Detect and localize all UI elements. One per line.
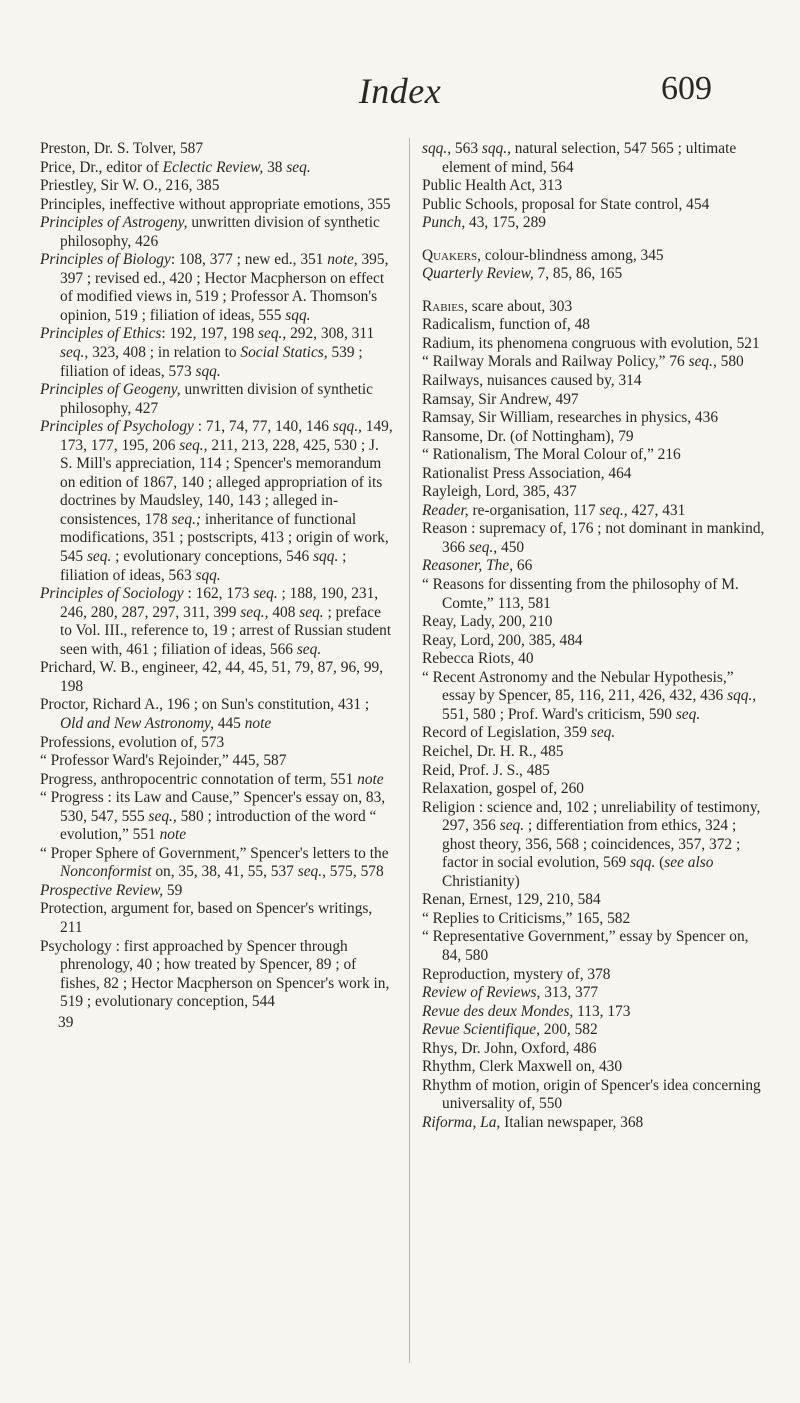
- index-entry: [422, 780, 768, 799]
- index-entry: [422, 353, 768, 372]
- index-entry: [40, 938, 394, 1012]
- index-entry: [40, 214, 394, 251]
- entry-text: “ Progress : its Law and Cause,” Spencer's essay on, 83, 530, 547, 555: [40, 789, 386, 825]
- index-entry: [422, 335, 768, 354]
- entry-text: 395, 397 ; revised ed., 420 ; Hector Macpherson on effect of modified views in, 519 ; Professor A. Thomson's opinion, 519 ; filiation of ideas, 555: [60, 251, 389, 324]
- entry-text: 66: [513, 557, 533, 575]
- italic-text: sqq.: [313, 548, 339, 566]
- index-entry: [422, 891, 768, 910]
- index-entry: [422, 1058, 768, 1077]
- column-divider: [409, 138, 410, 1363]
- index-entry: [422, 446, 768, 465]
- entry-text: ; 188, 190, 231, 246, 280, 287, 297, 311, 399: [60, 585, 379, 621]
- italic-text: seq.: [499, 817, 525, 835]
- entry-text: 575, 578: [325, 863, 384, 881]
- entry-text: Rhythm, Clerk Maxwell on, 430: [422, 1058, 623, 1076]
- smallcaps-heading: Quakers,: [422, 246, 481, 264]
- entry-text: : 192, 197, 198: [161, 325, 259, 343]
- italic-text: seq.;: [171, 510, 202, 528]
- italic-text: seq.: [86, 548, 112, 566]
- italic-text: see also: [664, 854, 714, 872]
- entry-text: 551, 580 ; Prof. Ward's criticism, 590: [442, 705, 676, 723]
- index-entry: [422, 465, 768, 484]
- entry-text: “ Representative Government,” essay by Spencer on, 84, 580: [422, 928, 749, 964]
- index-entry: [422, 1077, 768, 1114]
- index-entry: [422, 1040, 768, 1059]
- index-entry: [422, 316, 768, 335]
- italic-text: seq.: [286, 158, 311, 176]
- index-entry: [40, 325, 394, 381]
- italic-text: Eclectic Review,: [162, 158, 264, 176]
- entry-text: 38: [263, 158, 287, 176]
- entry-text: “ Railway Morals and Railway Policy,” 76: [422, 353, 689, 371]
- italic-text: Prospective Review,: [40, 881, 164, 899]
- index-entry: [40, 196, 394, 215]
- entry-text: “ Recent Astronomy and the Nebular Hypothesis,” essay by Spencer, 85, 116, 211, 426, 432, 436: [422, 668, 734, 705]
- index-entry: [422, 177, 768, 196]
- italic-text: Quarterly Review,: [422, 265, 534, 283]
- entry-text: on, 35, 38, 41, 55, 537: [151, 863, 298, 881]
- entry-text: Ramsay, Sir William, researches in physics, 436: [422, 409, 719, 427]
- italic-text: Nonconformist: [60, 863, 152, 881]
- italic-text: sqq.: [630, 854, 656, 872]
- index-entry: [40, 734, 394, 753]
- entry-text: inheritance of functional modifications, 351 ; postscripts, 413 ; origin of work, 545: [60, 510, 389, 566]
- italic-text: sqq.: [285, 306, 311, 324]
- entry-text: Rebecca Riots, 40: [422, 650, 534, 668]
- page-number: 609: [661, 70, 712, 107]
- entry-text: “ Replies to Criticisms,” 165, 582: [422, 909, 631, 927]
- index-entry: [422, 762, 768, 781]
- italic-text: Principles of Ethics: [40, 325, 162, 343]
- entry-text: Reid, Prof. J. S., 485: [422, 761, 550, 779]
- italic-text: Reader,: [422, 501, 469, 519]
- entry-text: 211, 213, 228, 425, 530 ; J. S. Mill's appreciation, 114 ; Spencer's memorandum on edition of 1867, 140 ; alleged appropriation of its doctrines by Maudsley, 140, 143 ; alleged inconsistences, 178: [60, 436, 383, 528]
- entry-text: Ransome, Dr. (of Nottingham), 79: [422, 427, 634, 445]
- index-entry: [40, 177, 394, 196]
- index-entry: [422, 669, 768, 725]
- italic-text: seq.: [675, 705, 701, 723]
- italic-text: Principles of Sociology: [40, 585, 184, 603]
- entry-text: 445: [213, 714, 245, 732]
- italic-text: note,: [327, 251, 358, 269]
- italic-text: seq.,: [688, 353, 717, 371]
- index-entry: [422, 214, 768, 233]
- entry-text: Rayleigh, Lord, 385, 437: [422, 483, 577, 501]
- entry-text: “ Reasons for dissenting from the philosophy of M. Comte,” 113, 581: [422, 576, 739, 612]
- entry-text: Religion : science and, 102 ; unreliability of testimony, 297, 356: [422, 798, 761, 835]
- index-entry: [422, 557, 768, 576]
- index-entry: [422, 650, 768, 669]
- index-entry: [422, 966, 768, 985]
- index-column-left: [40, 140, 394, 1032]
- entry-text: Italian newspaper, 368: [500, 1113, 644, 1131]
- italic-text: sqq.: [195, 362, 221, 380]
- italic-text: Punch,: [422, 214, 466, 232]
- entry-text: Proctor, Richard A., 196 ; on Sun's constitution, 431 ;: [40, 696, 370, 714]
- index-column-right: [422, 140, 768, 1132]
- entry-text: 292, 308, 311: [286, 325, 375, 343]
- entry-text: : 162, 173: [183, 585, 254, 603]
- entry-text: Preston, Dr. S. Tolver, 587: [40, 140, 204, 157]
- index-entry: [40, 585, 394, 659]
- italic-text: Riforma, La,: [422, 1113, 501, 1131]
- index-entry: [422, 743, 768, 762]
- index-entry: [40, 659, 394, 696]
- index-entry: [422, 799, 768, 892]
- italic-text: Principles of Psychology: [40, 418, 194, 436]
- entry-text: Relaxation, gospel of, 260: [422, 780, 584, 798]
- entry-text: Priestley, Sir W. O., 216, 385: [40, 177, 220, 195]
- index-entry: [40, 771, 394, 790]
- entry-text: Rhys, Dr. John, Oxford, 486: [422, 1039, 597, 1057]
- italic-text: seq.: [590, 724, 616, 742]
- entry-text: re-organisation, 117: [468, 501, 600, 519]
- index-entry: [422, 724, 768, 743]
- entry-text: ; filiation of ideas, 563: [60, 548, 347, 584]
- index-entry: [40, 752, 394, 771]
- entry-text: Reichel, Dr. H. R., 485: [422, 742, 564, 760]
- index-entry: [422, 265, 768, 284]
- entry-text: 7, 85, 86, 165: [533, 265, 623, 283]
- entry-text: unwritten division of synthetic philosophy, 426: [60, 214, 380, 250]
- index-entry: [40, 900, 394, 937]
- entry-text: Rhythm of motion, origin of Spencer's idea concerning universality of, 550: [422, 1076, 761, 1113]
- entry-text: Progress, anthropocentric connotation of term, 551: [40, 770, 358, 788]
- italic-text: Review of Reviews,: [422, 984, 541, 1002]
- index-entry: [422, 391, 768, 410]
- italic-text: sqq.,: [422, 140, 452, 157]
- entry-text: Principles, ineffective without appropriate emotions, 355: [40, 195, 391, 213]
- italic-text: seq.: [253, 585, 278, 603]
- index-entry: [422, 483, 768, 502]
- italic-text: seq.: [296, 640, 322, 658]
- entry-text: Public Schools, proposal for State control, 454: [422, 195, 710, 213]
- index-entry: [422, 247, 768, 266]
- italic-text: sqq.,: [727, 687, 757, 705]
- italic-text: sqq.,: [481, 140, 511, 157]
- entry-text: 539 ; filiation of ideas, 573: [60, 344, 363, 380]
- italic-text: sqq.,: [332, 418, 362, 436]
- entry-text: Radium, its phenomena congruous with evolution, 521: [422, 334, 760, 352]
- index-entry: [40, 140, 394, 159]
- italic-text: Reasoner, The,: [422, 557, 514, 575]
- entry-text: Reay, Lady, 200, 210: [422, 613, 553, 631]
- italic-text: note: [357, 770, 384, 788]
- index-entry: [422, 298, 768, 317]
- index-entry: [422, 632, 768, 651]
- entry-text: scare about, 303: [467, 297, 573, 315]
- italic-text: seq.,: [240, 603, 269, 621]
- index-entry: [422, 984, 768, 1003]
- entry-text: Reason : supremacy of, 176 ; not dominant in mankind, 366: [422, 520, 765, 556]
- index-entry: [422, 140, 768, 177]
- page-title: Index: [358, 71, 442, 111]
- italic-text: seq.: [299, 603, 324, 621]
- index-entry: [40, 381, 394, 418]
- entry-text: Prichard, W. B., engineer, 42, 44, 45, 51, 79, 87, 96, 99, 198: [40, 659, 384, 695]
- entry-text: Record of Legislation, 359: [422, 724, 591, 742]
- entry-text: 323, 408 ; in relation to: [88, 344, 241, 362]
- italic-text: seq.,: [599, 501, 628, 519]
- entry-text: 200, 582: [539, 1021, 598, 1039]
- italic-text: seq.,: [60, 344, 89, 362]
- italic-text: seq.,: [297, 863, 326, 881]
- index-entry: [422, 520, 768, 557]
- entry-text: “ Professor Ward's Rejoinder,” 445, 587: [40, 752, 287, 770]
- entry-text: 450: [497, 538, 525, 556]
- entry-text: (: [655, 854, 665, 872]
- entry-text: 580: [716, 353, 744, 371]
- entry-text: Public Health Act, 313: [422, 177, 563, 195]
- index-entry: [422, 372, 768, 391]
- italic-text: sqq.: [195, 566, 221, 584]
- italic-text: Principles of Geogeny,: [40, 381, 181, 399]
- italic-text: note: [159, 826, 187, 844]
- entry-text: Christianity): [442, 872, 520, 890]
- italic-text: Principles of Biology: [40, 251, 171, 269]
- entry-text: colour-blindness among, 345: [480, 246, 664, 264]
- entry-text: 563: [451, 140, 482, 157]
- entry-text: Psychology : first approached by Spencer through phrenology, 40 ; how treated by Spencer, 89 ; of fishes, 82 ; Hector Macpherson on Spencer's work in, 519 ; evolutionary conception, 544: [40, 937, 390, 1011]
- smallcaps-heading: Rabies,: [422, 297, 468, 315]
- index-entry: [422, 1021, 768, 1040]
- italic-text: Principles of Astrogeny,: [40, 214, 188, 232]
- page-header: [0, 70, 800, 118]
- entry-text: Price, Dr., editor of: [40, 158, 163, 176]
- italic-text: seq.,: [179, 436, 208, 454]
- entry-text: 113, 173: [573, 1002, 631, 1020]
- entry-text: ; preface to Vol. III., reference to, 19 ; arrest of Russian student seen with, 461 ; filiation of ideas, 566: [60, 603, 392, 658]
- index-entry: [40, 789, 394, 845]
- entry-text: : 108, 377 ; new ed., 351: [170, 251, 328, 269]
- index-entry: [422, 1114, 768, 1133]
- entry-text: 313, 377: [540, 984, 599, 1002]
- index-entry: [422, 910, 768, 929]
- index-entry: [422, 613, 768, 632]
- entry-text: Reproduction, mystery of, 378: [422, 965, 611, 983]
- entry-text: 580 ; introduction of the word “ evolution,” 551: [60, 807, 377, 844]
- entry-text: Railways, nuisances caused by, 314: [422, 372, 642, 390]
- italic-text: Revue des deux Mondes,: [422, 1002, 574, 1020]
- entry-text: Rationalist Press Association, 464: [422, 464, 632, 482]
- entry-text: ; differentiation from ethics, 324 ; ghost theory, 356, 568 ; coincidences, 357, 372 ; factor in social evolution, 569: [442, 817, 741, 872]
- italic-text: Old and New Astronomy,: [60, 714, 214, 732]
- entry-text: Reay, Lord, 200, 385, 484: [422, 631, 583, 649]
- index-entry: [422, 502, 768, 521]
- italic-text: note: [244, 714, 272, 732]
- index-entry: [422, 196, 768, 215]
- entry-text: Radicalism, function of, 48: [422, 316, 590, 334]
- italic-text: seq.,: [258, 325, 287, 343]
- index-entry: [40, 251, 394, 325]
- entry-text: 149, 173, 177, 195, 206: [60, 418, 393, 454]
- signature-mark: 39: [58, 1013, 74, 1031]
- entry-text: Ramsay, Sir Andrew, 497: [422, 390, 579, 408]
- index-entry: [422, 409, 768, 428]
- index-entry: [422, 928, 768, 965]
- entry-text: 408: [268, 603, 300, 621]
- entry-text: “ Rationalism, The Moral Colour of,” 216: [422, 446, 681, 464]
- entry-text: 43, 175, 289: [465, 214, 546, 232]
- entry-text: Protection, argument for, based on Spencer's writings, 211: [40, 900, 373, 936]
- index-entry: [40, 418, 394, 585]
- index-entry: [40, 882, 394, 901]
- index-entry: [40, 696, 394, 733]
- entry-text: 427, 431: [627, 501, 686, 519]
- entry-text: Renan, Ernest, 129, 210, 584: [422, 891, 601, 909]
- index-entry: [40, 845, 394, 882]
- index-entry: [40, 159, 394, 178]
- entry-text: “ Proper Sphere of Government,” Spencer's letters to the: [40, 844, 389, 862]
- italic-text: seq.,: [468, 538, 498, 556]
- italic-text: seq.,: [148, 807, 177, 825]
- entry-text: 59: [163, 881, 183, 899]
- entry-text: ; evolutionary conceptions, 546: [111, 548, 314, 566]
- index-entry: [422, 1003, 768, 1022]
- entry-text: natural selection, 547 565 ; ultimate element of mind, 564: [442, 140, 737, 176]
- italic-text: Revue Scientifique,: [422, 1021, 540, 1039]
- italic-text: Social Statics,: [240, 344, 328, 362]
- entry-text: unwritten division of synthetic philosophy, 427: [60, 381, 373, 417]
- index-entry: [422, 576, 768, 613]
- entry-text: Professions, evolution of, 573: [40, 733, 225, 751]
- entry-text: : 71, 74, 77, 140, 146: [193, 418, 333, 436]
- index-entry: [422, 428, 768, 447]
